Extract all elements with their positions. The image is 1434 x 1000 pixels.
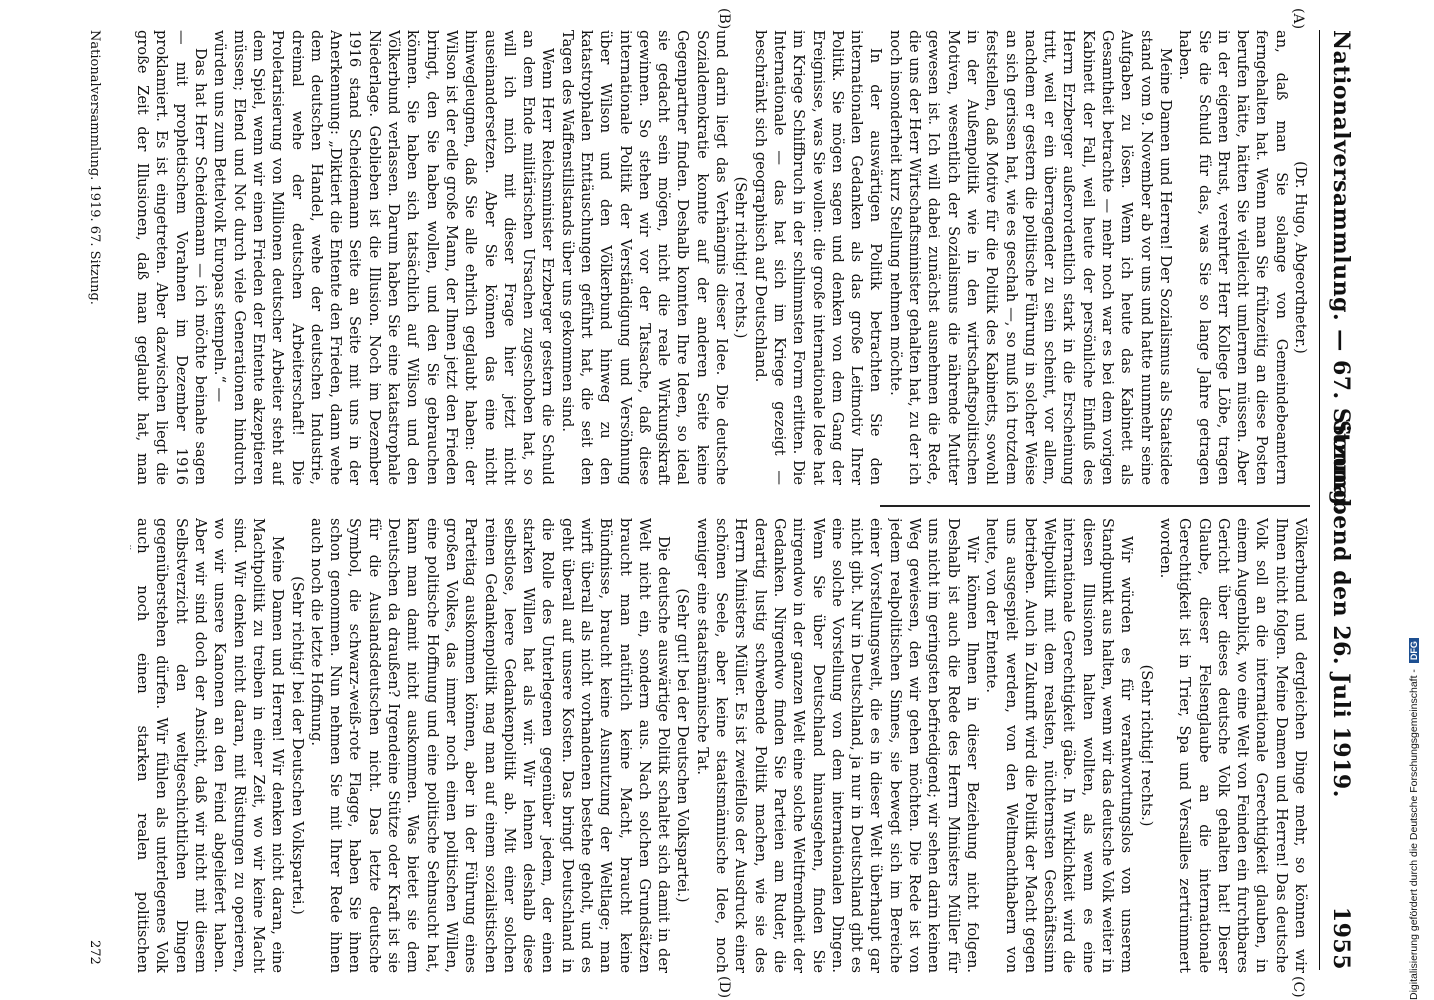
marker-d: (D): [716, 976, 732, 999]
speaker-line: (Dr. Hugo, Abgeordneter.): [1292, 161, 1309, 354]
interjection: (Sehr gut! bei der Deutschen Volkspartei.): [674, 588, 692, 903]
paragraph: Die deutsche auswärtige Politik schaltet sich damit in der Welt nicht ein, sondern aus. Nach solchen Grundsätzen braucht man natürlich keine Macht, braucht keine Bündnisse, braucht keine Ausnutzung der Weltlage; man wirft überall als nicht vorhandenen bestehe geholt, und es geht überall auf unsere Kosten. Das bringt Deutschland in die Rolle des Unterlegenen gegenüber jedem, der einen starken Willen hat als wir. Wir lehnen deshalb diese selbstlose, leere Gedankenpolitik ab. Mit einer solchen reinen Gedankenpolitik mag man auf einem sozialistischen Parteitag auskommen können, aber in der Führung eines großen Volkes, das immer noch einen politischen Willen, eine politische Hoffnung und eine politische Sehnsucht hat, kann man damit nicht auskommen. Was bietet sie dem Deutschen da draußen? Irgendeine Stütze oder Kraft ist sie für die Auslandsdeutschen nicht. Das letzte deutsche Symbol, die schwarz-weiß-rote Flagge, haben Sie ihnen schon genommen. Nun nehmen Sie mit Ihrer Rede ihnen auch noch die letzte Hoffnung.: [307, 518, 673, 973]
interjection: (Sehr richtig! bei der Deutschen Volkspartei.): [288, 576, 306, 915]
left-column: [130, 30, 1310, 485]
rotated-document-page: [68, 0, 1368, 1000]
page-inner: [68, 0, 1368, 1000]
credit-text: Digitalisierung gefördert durch die Deutsche Forschungsgemeinschaft -: [1408, 669, 1420, 1000]
footer-folio: 272: [87, 940, 102, 965]
header-page-number: 1955: [1328, 906, 1354, 970]
paragraph: und darin liegt das Verhängnis dieser Idee. Die deutsche Sozialdemokratie konnte auf der anderen Seite keine Gegenpartner finden. Deshalb konnten Ihre Ideen, so ideal sie gedacht sein mögen, nicht die reale Wirkungskraft gewinnen. So stehen wir vor der Tatsache, daß diese internationale Politik der Verständigung und Versöhnung über Wilson und den Völkerbund hinweg zu den katastrophalen Enttäuschungen geführt hat, die seit den Tagen des Waffenstillstands über uns gekommen sind.: [558, 30, 731, 485]
paragraph: In der auswärtigen Politik betrachten Sie den internationalen Gedanken als das große Leitmotiv Ihrer Politik. Sie mögen sagen und denken von dem Gang der Ereignisse, was Sie wollen: die große internationale Idee hat im Kriege Schiffbruch in der schlimmsten Form erlitten. Die Internationale — das hat sich im Kriege gezeigt — beschränkt sich geographisch auf Deutschland.: [751, 30, 885, 485]
paragraph: Das hat Herr Scheidemann — ich möchte beinahe sagen — mit prophetischem Vorahnen im Dezember 1916 proklamiert. Es ist eingetreten. Aber dazwischen liegt die große Zeit der Illusionen, daß man geglaubt hat, man: [134, 30, 210, 485]
digitization-credit: [1408, 638, 1420, 1000]
paragraph: Meine Damen und Herren! Wir denken nicht daran, eine Machtpolitik zu treiben in einer Zeit, wo wir keine Macht sind. Wir denken nicht daran, mit Rüstungen zu operieren, wo wir unsere Kanonen an den Feind abgeliefert haben. Aber wir sind doch der Ansicht, daß wir nicht mit diesem Selbstverzicht den weltgeschichtlichen Dingen gegenüberstehen dürfen. Wir fühlen als unterlegenes Volk auch noch einen starken realen politischen: [134, 518, 287, 973]
marker-b: (B): [716, 8, 732, 30]
paragraph: Wir würden es für verantwortungslos von unserem Standpunkt aus halten, wenn wir das deutsche Volk weiter in diesen Illusionen halten wollten, als wenn es eine internationale Gerechtigkeit gäbe. In Wirklichkeit wird die Weltpolitik mit dem realsten, nüchternsten Geschäftssinn betrieben. Auch in Zukunft wird die Politik der Macht gegen uns ausgespielt werden, von den Weltmachthabern von heute, von der Entente.: [983, 518, 1136, 973]
header-date: Sonnabend den 26. Juli 1919.: [1328, 420, 1354, 798]
marker-c: (C): [1290, 976, 1306, 998]
paragraph: Völkerbund und dergleichen Dinge mehr, so können wir Ihnen nicht folgen. Meine Damen und Herren! Das deutsche Volk soll an die internationale Gerechtigkeit glauben, in einem Augenblick, wo eine Welt von Feinden ein furchtbares Gericht über dieses deutsche Volk gehalten hat! Dieser Glaube, dieser Felsenglaube an die internationale Gerechtigkeit ist in Trier, Spa und Versailles zertrümmert worden.: [1156, 518, 1309, 973]
interjection: (Sehr richtig! rechts.): [1137, 664, 1155, 827]
dfg-logo: DFG: [1409, 638, 1419, 663]
running-head: [1319, 30, 1360, 970]
footer-session-line: Nationalversammlung. 1919. 67. Sitzung.: [87, 30, 102, 305]
paragraph: Meine Damen und Herren! Der Sozialismus als Staatsidee stand vom 9. November ab vor uns und hatte nunmehr seine Aufgaben zu lösen. Wenn ich heute das Kabinett als Gesamtheit betrachte — mehr noch war es bei dem vorigen Kabinett der Fall, weil heute der persönliche Einfluß des Herrn Erzberger außerordentlich stark in die Erscheinung tritt, weil er ein überragender zu sein scheint, vor allem, nachdem er gestern die politische Führung in solcher Weise an sich gerissen hat, wie es geschah —, so muß ich trotzdem feststellen, daß Motive für die Politik des Kabinetts, sowohl in der Außenpolitik wie in den wirtschaftspolitischen Motiven, wesentlich der Sozialismus die nährende Mutter gewesen ist. Ich will dabei zunächst ausnehmen die Rede, die uns der Herr Wirtschaftsminister gehalten hat, zu der ich noch insonderheit kurz Stellung nehmen möchte.: [886, 30, 1174, 485]
paragraph: Wenn Herr Reichsminister Erzberger gestern die Schuld an dem Ende militärischen Ursachen zugeschoben hat, so will ich mich mit dieser Frage hier jetzt nicht auseinandersetzen. Aber Sie können das eine nicht hinwegleugnen, daß Sie alle ehrlich geglaubt haben: der Wilson ist der edle große Mann, der Ihnen jetzt den Frieden bringt, den Sie haben wollen, und den Sie gebrauchen können. Sie haben sich tatsächlich auf Wilson und den Völkerbund verlassen. Darum haben Sie eine katastrophale Niederlage. Geblieben ist die Illusion. Noch im Dezember 1916 stand Scheidemann Seite an Seite mit uns in der Anerkennung: „Diktiert die Entente den Frieden, dann wehe dem deutschen Handel, wehe der deutschen Industrie, dreimal wehe der deutschen Arbeiterschaft! Die Proletarisierung von Millionen deutscher Arbeiter steht auf dem Spiel, wenn wir einen Frieden der Entente akzeptieren müssen; Elend und Not durch viele Generationen hindurch würden uns zum Bettelvolk Europas stempeln.“ —: [211, 30, 557, 485]
marker-a: (A): [1290, 8, 1306, 30]
paragraph: an, daß man Sie solange von Gemeindebeamtern ferngehalten hat. Wenn man Sie frühzeitig an diese Posten berufen hätte, hätten Sie vielleicht umlernen müssen. Aber in der eigenen Brust, verehrter Herr Kollege Löbe, tragen Sie die Schuld für das, was Sie so lange Jahre getragen haben.: [1176, 30, 1290, 485]
paragraph: Wir können Ihnen in dieser Beziehung nicht folgen. Deshalb ist auch die Rede des Herrn Ministers Müller für uns nicht im geringsten befriedigend; wir sehen darin keinen Weg gewiesen, den wir gehen möchten. Die Rede ist von jedem realpolitischen Sinnes, sie bewegt sich im Bereiche einer Vorstellungswelt, die es in dieser Welt überhaupt gar nicht gibt. Nur in Deutschland, ja nur in Deutschland gibt es eine solche Vorstellung von dem internationalen Dingen. Wenn Sie über Deutschland hinausgehen, finden Sie nirgendwo in der ganzen Welt eine solche Weltfremdheit der Gedanken. Nirgendwo finden Sie Parteien am Ruder, die derartig lustig schwebende Politik machen, wie sie des Herrn Ministers Müller. Es ist zweifellos der Ausdruck einer schönen Seele, aber keine staatsmännische Idee, noch weniger eine staatsmännische Tat.: [693, 518, 981, 973]
interjection: (Sehr richtig! rechts.): [732, 176, 750, 339]
right-column: [130, 518, 1310, 973]
column-rule: [880, 505, 1310, 507]
header-title: Nationalversammlung. — 67. Sitzung.: [1328, 30, 1354, 514]
